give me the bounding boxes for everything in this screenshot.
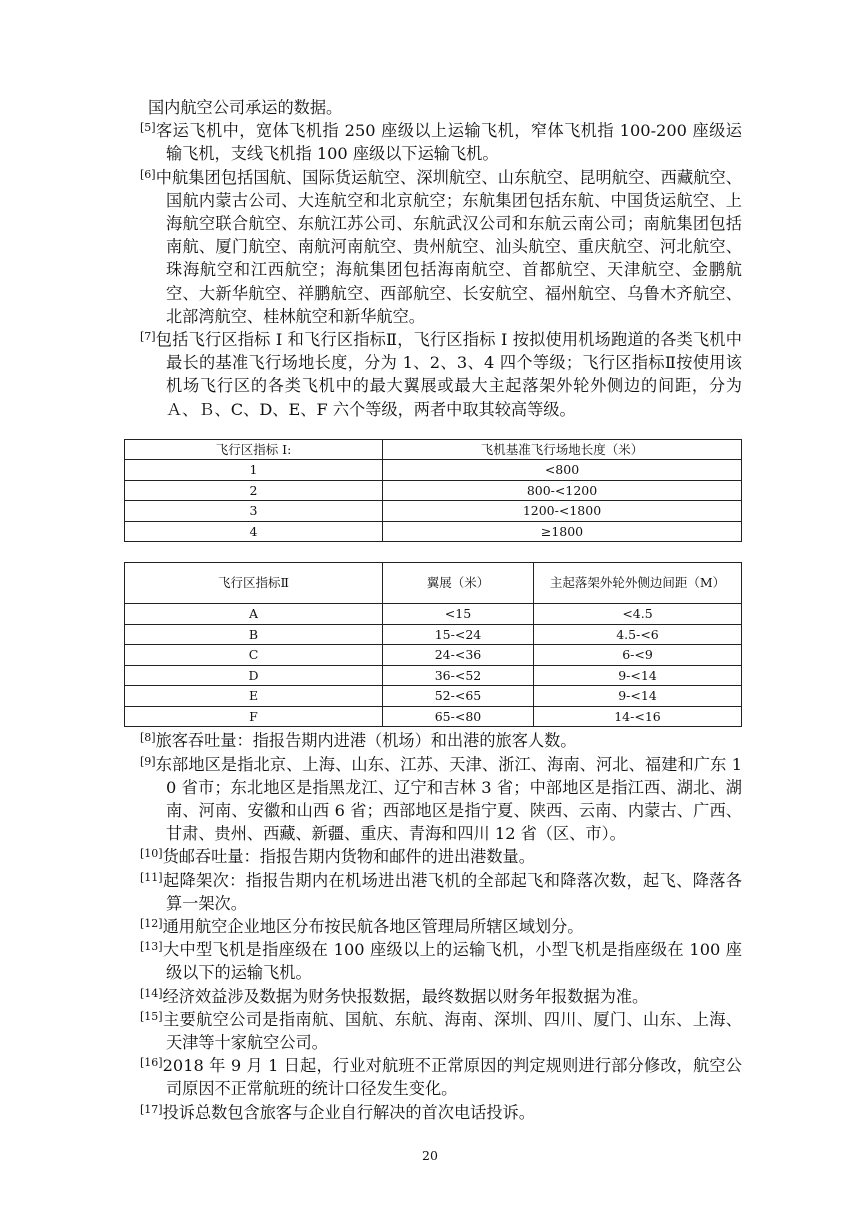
footnote-text: 大中型飞机是指座级在 100 座级以上的运输飞机，小型飞机是指座级在 100 座级以下的运输飞机。 bbox=[162, 940, 742, 983]
table-cell: 24-<36 bbox=[383, 645, 534, 666]
table-row bbox=[125, 665, 742, 686]
footnote-10 bbox=[122, 845, 742, 868]
footnote-mark: [15] bbox=[140, 1009, 163, 1023]
footnote-mark: [9] bbox=[140, 754, 156, 768]
footnote-text: 投诉总数包含旅客与企业自行解决的首次电话投诉。 bbox=[162, 1102, 535, 1122]
table-cell: 9-<14 bbox=[534, 686, 742, 707]
footnote-continuation bbox=[122, 96, 742, 119]
footnote-mark: [17] bbox=[140, 1102, 163, 1116]
table-cell: <800 bbox=[383, 460, 742, 481]
table-cell: 1 bbox=[125, 460, 383, 481]
footnote-mark: [11] bbox=[140, 870, 163, 884]
footnote-text: 国内航空公司承运的数据。 bbox=[148, 98, 343, 117]
footnote-17 bbox=[122, 1101, 742, 1124]
table-row bbox=[125, 480, 742, 501]
table-row bbox=[125, 686, 742, 707]
table-row bbox=[125, 706, 742, 727]
table-cell: ≥1800 bbox=[383, 521, 742, 542]
table-cell: 14-<16 bbox=[534, 706, 742, 727]
table-header-cell: 主起落架外轮外侧边间距（M） bbox=[534, 563, 742, 604]
table-cell: 6-<9 bbox=[534, 645, 742, 666]
table-cell: C bbox=[125, 645, 383, 666]
footnote-text: 主要航空公司是指南航、国航、东航、海南、深圳、四川、厦门、山东、上海、天津等十家航空公司。 bbox=[162, 1009, 742, 1052]
footnote-6 bbox=[122, 166, 742, 328]
page-content bbox=[122, 96, 742, 1124]
table-cell: A bbox=[125, 604, 383, 625]
aerodrome-code-letter-table bbox=[124, 562, 742, 727]
table-header-cell: 翼展（米） bbox=[383, 563, 534, 604]
table-cell: 4.5-<6 bbox=[534, 624, 742, 645]
aerodrome-code-number-table bbox=[124, 439, 742, 543]
footnote-8 bbox=[122, 729, 742, 752]
footnote-text: 旅客吞吐量：指报告期内进港（机场）和出港的旅客人数。 bbox=[155, 731, 577, 751]
table-header-cell: 飞行区指标Ⅱ bbox=[125, 563, 383, 604]
table-cell: 1200-<1800 bbox=[383, 501, 742, 522]
footnote-text: 货邮吞吐量：指报告期内货物和邮件的进出港数量。 bbox=[162, 847, 535, 867]
table-cell: E bbox=[125, 686, 383, 707]
footnote-text: 通用航空企业地区分布按民航各地区管理局所辖区域划分。 bbox=[162, 916, 584, 936]
table-row bbox=[125, 460, 742, 481]
table-row bbox=[125, 501, 742, 522]
table-header-cell: 飞行区指标 I: bbox=[125, 439, 383, 460]
table-header-cell: 飞机基准飞行场地长度（米） bbox=[383, 439, 742, 460]
footnote-text: 中航集团包括国航、国际货运航空、深圳航空、山东航空、昆明航空、西藏航空、国航内蒙古公司、大连航空和北京航空；东航集团包括东航、中国货运航空、上海航空联合航空、东航江苏公司、东航武汉公司和东航云南公司；南航集团包括南航、厦门航空、南航河南航空、贵州航空、汕头航空、重庆航空、河北航空、珠海航空和江西航空；海航集团包括海南航空、首都航空、天津航空、金鹏航空、大新华航空、祥鹏航空、西部航空、长安航空、福州航空、乌鲁木齐航空、北部湾航空、桂林航空和新华航空。 bbox=[155, 167, 742, 326]
page-number: 20 bbox=[422, 1148, 438, 1163]
table-cell: 3 bbox=[125, 501, 383, 522]
footnote-mark: [16] bbox=[140, 1056, 163, 1070]
footnote-mark: [5] bbox=[140, 121, 156, 135]
table-cell: 15-<24 bbox=[383, 624, 534, 645]
table-row bbox=[125, 624, 742, 645]
footnote-text: 起降架次：指报告期内在机场进出港飞机的全部起飞和降落次数，起飞、降落各算一架次。 bbox=[162, 870, 742, 913]
table-cell: <15 bbox=[383, 604, 534, 625]
table-header-row bbox=[125, 439, 742, 460]
footnote-13 bbox=[122, 938, 742, 984]
table-cell: 9-<14 bbox=[534, 665, 742, 686]
footnote-text: 2018 年 9 月 1 日起，行业对航班不正常原因的判定规则进行部分修改，航空公司原因不正常航班的统计口径发生变化。 bbox=[162, 1056, 742, 1099]
table-cell: B bbox=[125, 624, 383, 645]
footnote-mark: [6] bbox=[140, 167, 156, 181]
table-cell: 52-<65 bbox=[383, 686, 534, 707]
footnote-9 bbox=[122, 753, 742, 846]
footnote-5 bbox=[122, 119, 742, 165]
table-cell: 36-<52 bbox=[383, 665, 534, 686]
table-cell: D bbox=[125, 665, 383, 686]
table-cell: 800-<1200 bbox=[383, 480, 742, 501]
footnote-mark: [10] bbox=[140, 847, 163, 861]
table-cell: 65-<80 bbox=[383, 706, 534, 727]
footnote-text: 东部地区是指北京、上海、山东、江苏、天津、浙江、海南、河北、福建和广东 10 省市；东北地区是指黑龙江、辽宁和吉林 3 省；中部地区是指江西、湖北、湖南、河南、安徽和山西 6 省；西部地区是指宁夏、陕西、云南、内蒙古、广西、甘肃、贵州、西藏、新疆、重庆、青海和四川 12 省（区、市）。 bbox=[155, 754, 742, 844]
footnote-15 bbox=[122, 1008, 742, 1054]
footnote-12 bbox=[122, 915, 742, 938]
table-header-row bbox=[125, 563, 742, 604]
footnote-7 bbox=[122, 328, 742, 421]
footnote-16 bbox=[122, 1054, 742, 1100]
table-cell: 4 bbox=[125, 521, 383, 542]
footnote-text: 客运飞机中，宽体飞机指 250 座级以上运输飞机，窄体飞机指 100-200 座级运输飞机，支线飞机指 100 座级以下运输飞机。 bbox=[155, 121, 742, 164]
footnote-11 bbox=[122, 869, 742, 915]
table-row bbox=[125, 604, 742, 625]
footnote-14 bbox=[122, 985, 742, 1008]
table-row bbox=[125, 645, 742, 666]
table-row bbox=[125, 521, 742, 542]
footnote-mark: [12] bbox=[140, 916, 163, 930]
footnote-text: 经济效益涉及数据为财务快报数据，最终数据以财务年报数据为准。 bbox=[162, 986, 649, 1006]
footnote-mark: [7] bbox=[140, 330, 156, 344]
footnote-mark: [8] bbox=[140, 731, 156, 745]
footnote-mark: [14] bbox=[140, 986, 163, 1000]
footnote-mark: [13] bbox=[140, 940, 163, 954]
footnote-text: 包括飞行区指标 I 和飞行区指标Ⅱ，飞行区指标 I 按拟使用机场跑道的各类飞机中最长的基准飞行场地长度，分为 1、2、3、4 四个等级；飞行区指标Ⅱ按使用该机场飞行区的各类飞机中的最大翼展或最大主起落架外轮外侧边的间距，分为Ａ、Ｂ、C、D、E、F 六个等级，两者中取其较高等级。 bbox=[155, 330, 742, 419]
table-cell: <4.5 bbox=[534, 604, 742, 625]
table-cell: F bbox=[125, 706, 383, 727]
table-cell: 2 bbox=[125, 480, 383, 501]
